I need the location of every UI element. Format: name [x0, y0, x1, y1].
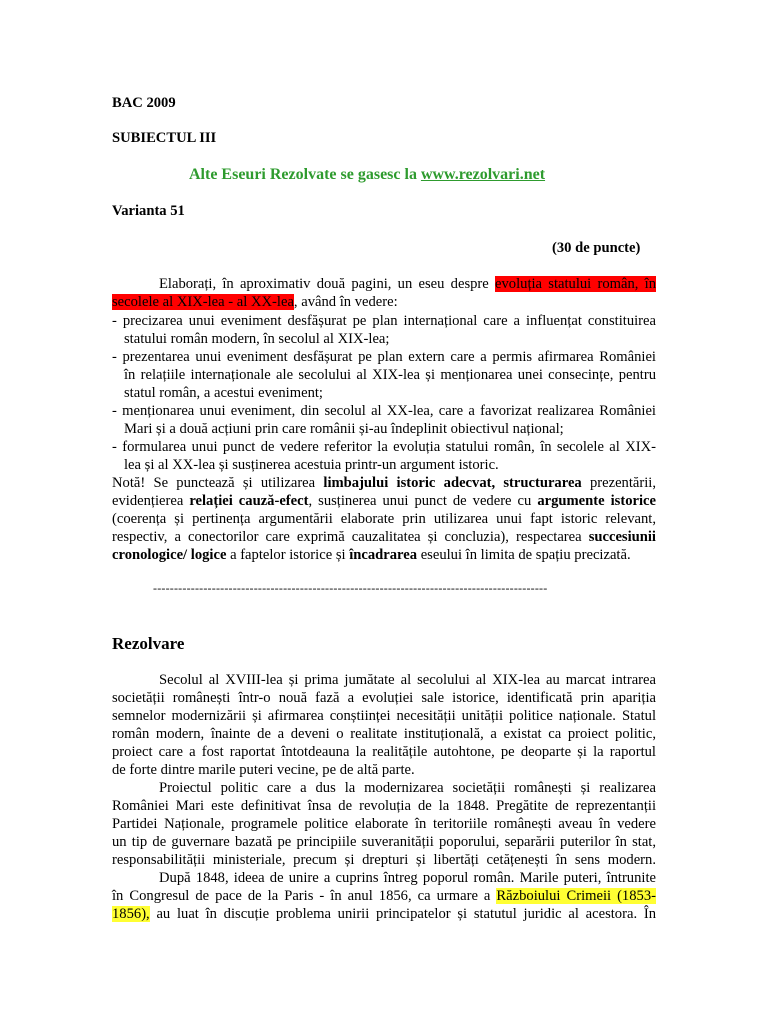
para1-line2: societății românești într-o nouă fază a evoluției sale istorice, identificată prin apariția — [112, 690, 656, 706]
note-bold: limbajului istoric adecvat, structurarea — [323, 475, 582, 491]
note-text: respectiv, a conectorilor care exprimă cauzalitatea și concluzia), respectarea — [112, 529, 589, 545]
points-label: (30 de puncte) — [552, 240, 641, 256]
para1-line6: de forte dintre marile puteri vecine, pe de altă parte. — [112, 762, 415, 778]
para2-line4: un tip de guvernare bazată pe principiile suveranității poporului, separării puterilor în stat, — [112, 834, 656, 850]
bullet-3-line2: Mari și a două acțiuni prin care românii și-au îndeplinit obiectivul național; — [124, 421, 564, 437]
note-line4 — [112, 529, 656, 546]
note-bold: argumente istorice — [537, 493, 656, 509]
promo-line — [189, 166, 545, 184]
exam-year: BAC 2009 — [112, 95, 176, 111]
promo-link[interactable]: www.rezolvari.net — [420, 166, 546, 183]
task-block — [112, 276, 656, 566]
subject-heading: SUBIECTUL III — [112, 130, 217, 146]
para2-line2: României Mari este definitivat însa de revoluția de la 1848. Pregătite de reprezentanții — [112, 798, 656, 814]
task-intro-end: , având în vedere: — [293, 294, 398, 310]
para3-text: au luat în discuție problema unirii principatelor și statutul juridic al acestora. În — [149, 906, 656, 922]
para2-line1: Proiectul politic care a dus la modernizarea societății românești și realizarea — [159, 780, 656, 796]
note-line5 — [112, 547, 631, 564]
para3-line1: După 1848, ideea de unire a cuprins întreg poporul român. Marile puteri, întrunite — [159, 870, 656, 886]
promo-text: Alte Eseuri Rezolvate se gasesc la — [189, 166, 421, 183]
para1-line1: Secolul al XVIII-lea și prima jumătate al secolului al XIX-lea au marcat intrarea — [159, 672, 656, 688]
bullet-1-line2: statului român modern, în secolul al XIX-lea; — [124, 331, 390, 347]
note-bold: relației cauză-efect — [189, 493, 309, 509]
bullet-3-line1: - menționarea unui eveniment, din secolul al XX-lea, care a favorizat realizarea României — [112, 403, 656, 419]
para3-line3 — [112, 906, 656, 923]
bullet-2-line1: - prezentarea unui eveniment desfășurat pe plan extern care a permis afirmarea României — [112, 349, 656, 365]
task-intro-line2 — [112, 294, 398, 311]
separator-line: ---------------------------------------------------------------------------------------------- — [153, 581, 548, 595]
note-text: prezentării, — [581, 475, 656, 491]
task-intro-text: Elaborați, în aproximativ două pagini, un eseu despre — [159, 276, 496, 292]
bullet-4-line1: - formularea unui punct de vedere referitor la evoluția statului român, în secolele al XIX- — [112, 439, 656, 455]
note-text: a faptelor istorice și — [226, 547, 350, 563]
note-text: , susținerea unui punct de vedere cu — [308, 493, 538, 509]
resolution-heading: Rezolvare — [112, 634, 185, 653]
resolution-block — [112, 672, 656, 962]
note-bold: cronologice/ logice — [112, 547, 227, 563]
note-bold: încadrarea — [349, 547, 418, 563]
note-line3: (coerența și pertinența argumentării elaborate prin utilizarea unui fapt istoric relevant, — [112, 511, 656, 527]
note-line1 — [112, 475, 656, 492]
para1-line3: semnelor modernizării și afirmarea conștiinței necesității unității politice naționale. Statul — [112, 708, 656, 724]
para1-line5: proiect care a fost raportat întotdeauna la realitățile autohtone, pe deoparte și la raportul — [112, 744, 656, 760]
crimean-war-highlight: Războiului Crimeii (1853- — [496, 888, 656, 904]
bullet-1-line1: - precizarea unui eveniment desfășurat pe plan internațional care a influențat constituirea — [112, 313, 656, 329]
task-intro-line1 — [159, 276, 656, 293]
note-text: evidențierea — [112, 493, 190, 509]
bullet-2-line3: statul român, a acestui eveniment; — [124, 385, 323, 401]
variant-heading: Varianta 51 — [112, 203, 185, 219]
para3-line2 — [112, 888, 656, 905]
bullet-4-line2: lea și al XX-lea și susținerea acestuia printr-un argument istoric. — [124, 457, 499, 473]
crimean-war-highlight-2: 1856), — [112, 906, 150, 922]
para1-line4: român modern, înainte de a deveni o realitate instituțională, a existat ca proiect politic, — [112, 726, 656, 742]
bullet-2-line2: în relațiile internaționale ale secolului al XIX-lea și menționarea unei consecințe, pentru — [124, 367, 656, 383]
note-text: eseului în limita de spațiu precizată. — [417, 547, 631, 563]
para3-text: în Congresul de pace de la Paris - în anul 1856, ca urmare a — [112, 888, 497, 904]
note-text: Notă! Se punctează și utilizarea — [112, 475, 324, 491]
para2-line3: Partidei Naționale, programele politice elaborate în teritoriile românești aveau în vedere — [112, 816, 656, 832]
task-topic-highlight-2: secolele al XIX-lea - al XX-lea — [112, 294, 294, 310]
task-topic-highlight: evoluția statului român, în — [495, 276, 656, 292]
para2-line5: responsabilității ministeriale, precum și drepturi și libertăți cetățenești în sens modern. — [112, 852, 656, 868]
note-bold: succesiunii — [588, 529, 656, 545]
note-line2 — [112, 493, 656, 510]
